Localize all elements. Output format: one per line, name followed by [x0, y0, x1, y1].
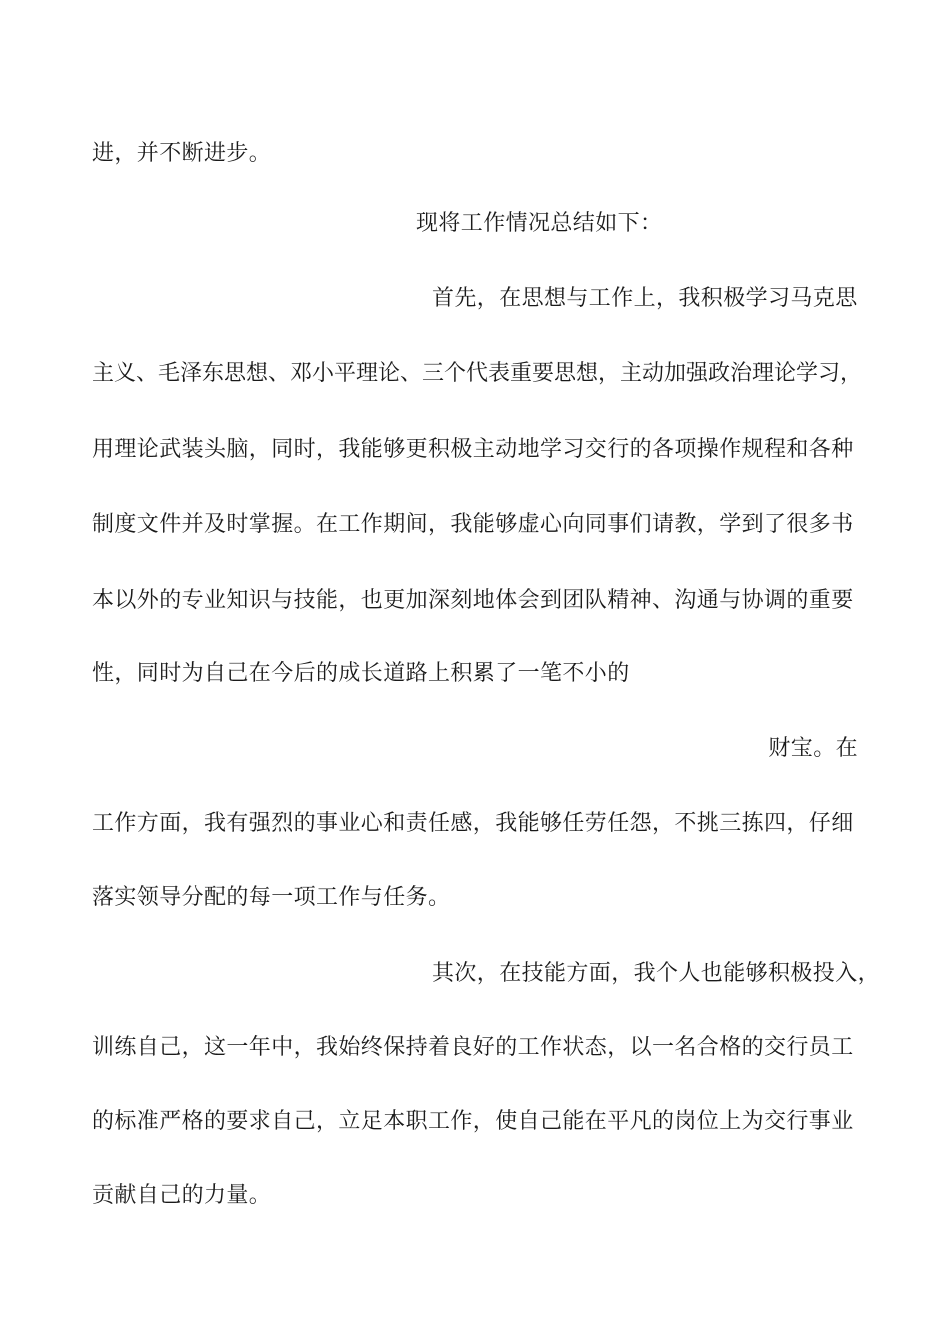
text-line: 训练自己，这一年中，我始终保持着良好的工作状态，以一名合格的交行员工: [92, 1035, 854, 1060]
text-line: 本以外的专业知识与技能，也更加深刻地体会到团队精神、沟通与协调的重要: [92, 588, 854, 613]
text-line: 用理论武装头脑，同时，我能够更积极主动地学习交行的各项操作规程和各种: [92, 437, 854, 462]
text-line: 性，同时为自己在今后的成长道路上积累了一笔不小的: [92, 661, 630, 686]
text-line: 制度文件并及时掌握。在工作期间，我能够虚心向同事们请教，学到了很多书: [92, 512, 854, 537]
text-line: 其次，在技能方面，我个人也能够积极投入，: [432, 961, 881, 986]
text-line: 主义、毛泽东思想、邓小平理论、三个代表重要思想，主动加强政治理论学习，: [92, 361, 863, 386]
text-line: 工作方面，我有强烈的事业心和责任感，我能够任劳任怨，不挑三拣四，仔细: [92, 811, 854, 836]
text-line: 落实领导分配的每一项工作与任务。: [92, 885, 451, 910]
text-line: 的标准严格的要求自己，立足本职工作，使自己能在平凡的岗位上为交行事业: [92, 1109, 854, 1134]
text-line: 进，并不断进步。: [92, 141, 272, 166]
text-line: 财宝。在: [768, 736, 858, 761]
text-line: 首先，在思想与工作上，我积极学习马克思: [432, 286, 858, 311]
text-line: 贡献自己的力量。: [92, 1183, 272, 1208]
text-line: 现将工作情况总结如下：: [416, 211, 663, 236]
